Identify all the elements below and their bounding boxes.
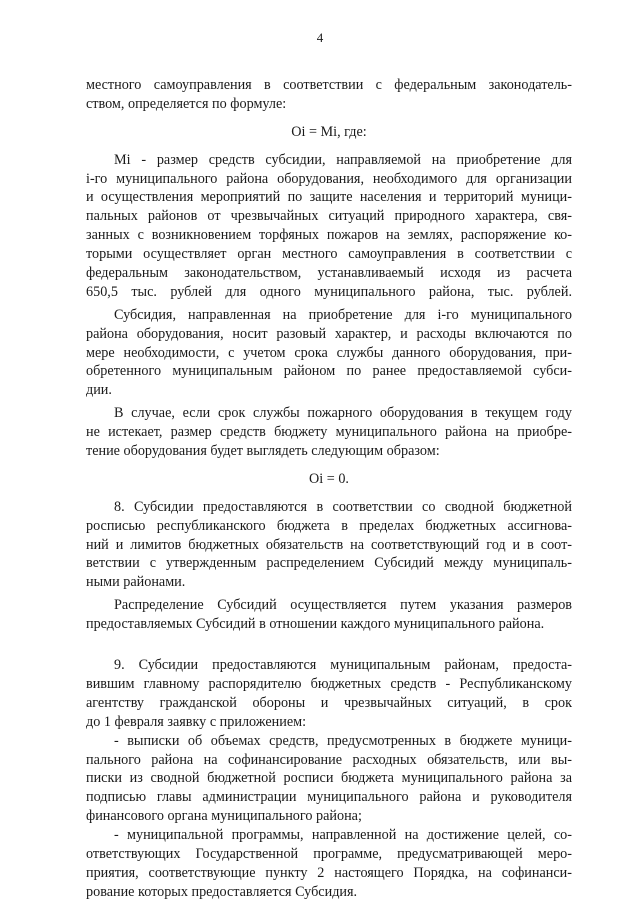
text-line: ветствии с утвержденным распределением Субсидий между муниципаль- <box>86 555 572 572</box>
text-line: мере необходимости, с учетом срока службы данного оборудования, при- <box>86 344 572 361</box>
paragraph-intro-continuation <box>86 76 572 114</box>
text-line: финансового органа муниципального района; <box>86 808 362 825</box>
text-line: торыми осуществляет орган местного самоуправления в соответствии с <box>86 246 572 263</box>
text-line: - выписки об объемах средств, предусмотренных в бюджете муници- <box>114 732 572 749</box>
text-line: района оборудования, носит разовый характер, и расходы включаются по <box>86 325 572 342</box>
text-line: росписью республиканского бюджета в пределах бюджетных ассигнова- <box>86 517 572 534</box>
text-line: рование которых предоставляется Субсидия. <box>86 883 358 900</box>
text-line: предоставляемых Субсидий в отношении каждого муниципального района. <box>86 616 545 633</box>
text-line: и осуществления мероприятий по защите населения и территорий муници- <box>86 189 572 206</box>
page-number: 4 <box>316 30 324 45</box>
text-line: В случае, если срок службы пожарного оборудования в текущем году <box>114 405 572 422</box>
paragraph-subsidy-nature <box>86 306 572 400</box>
text-line: местного самоуправления в соответствии с федеральным законодатель- <box>86 77 572 93</box>
formula-oi-mi: Oi = Mi, где: <box>291 123 367 140</box>
text-line: 650,5 тыс. рублей для одного муниципального района, тыс. рублей. <box>86 283 572 300</box>
paragraph-distribution <box>86 596 572 634</box>
text-line: приятия, соответствующие пункту 2 настоящего Порядка, на софинанси- <box>86 864 572 881</box>
text-line: занных с возникновением торфяных пожаров на землях, распоряжение ко- <box>86 227 572 244</box>
text-line: федеральным законодательством, устанавливаемый исходя из расчета <box>86 265 572 282</box>
text-line: подписью главы администрации муниципального района и руководителя <box>86 789 572 806</box>
text-line: Распределение Субсидий осуществляется путем указания размеров <box>114 597 572 614</box>
text-line: Субсидия, направленная на приобретение для i-го муниципального <box>114 306 572 323</box>
text-line: i-го муниципального района оборудования, необходимого для организации <box>86 170 572 187</box>
text-line: Mi - размер средств субсидии, направляемой на приобретение для <box>114 151 572 168</box>
paragraph-item-8 <box>86 498 572 592</box>
text-line: 9. Субсидии предоставляются муниципальным районам, предоста- <box>114 657 572 674</box>
paragraph-item-9 <box>86 656 572 902</box>
text-line: пальных районов от чрезвычайных ситуаций природного характера, свя- <box>86 208 572 225</box>
text-line: дии. <box>86 382 112 399</box>
text-line: тение оборудования будет выглядеть следующим образом: <box>86 443 440 460</box>
text-line: ством, определяется по формуле: <box>86 95 287 112</box>
text-line: ний и лимитов бюджетных обязательств на соответствующий год и в соот- <box>86 536 572 553</box>
text-line: писки из сводной бюджетной росписи бюджета муниципального района за <box>86 770 572 787</box>
text-line: ответствующих Государственной программе, предусматривающей меро- <box>86 845 572 862</box>
paragraph-service-life <box>86 404 572 461</box>
paragraph-mi-definition <box>86 151 572 302</box>
text-line: до 1 февраля заявку с приложением: <box>86 713 307 730</box>
formula-oi-zero: Oi = 0. <box>309 470 349 487</box>
text-line: не истекает, размер средств бюджету муниципального района на приобре- <box>86 424 572 441</box>
text-line: агентству гражданской обороны и чрезвычайных ситуаций, в срок <box>86 694 572 711</box>
text-line: обретенного муниципальным районом по ранее предоставляемой субси- <box>86 363 572 380</box>
document-body <box>86 76 572 902</box>
text-line: вившим главному распорядителю бюджетных средств - Республиканскому <box>86 675 572 692</box>
text-line: ными районами. <box>86 574 186 591</box>
text-line: 8. Субсидии предоставляются в соответствии со сводной бюджетной <box>114 498 572 515</box>
text-line: пального района на софинансирование расходных обязательств, или вы- <box>86 751 572 768</box>
text-line: - муниципальной программы, направленной на достижение целей, со- <box>114 827 572 844</box>
